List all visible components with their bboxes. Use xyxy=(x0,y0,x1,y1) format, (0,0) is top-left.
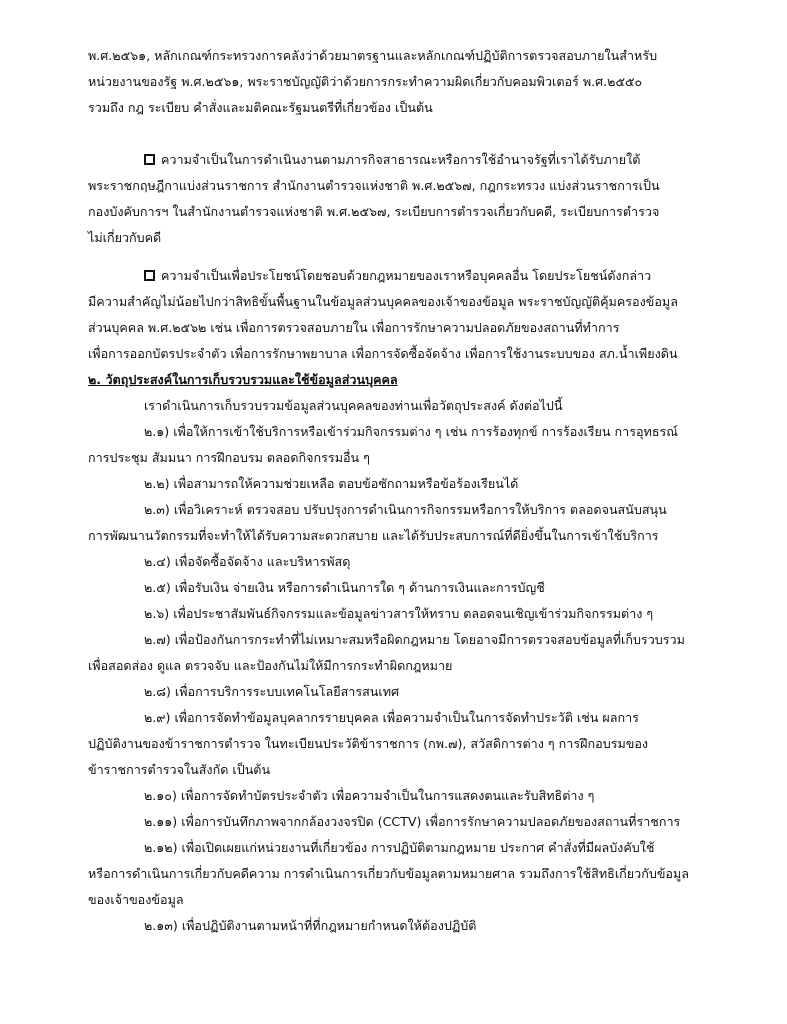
text-line: หรือการดำเนินการเกี่ยวกับคดีความ การดำเนินการเกี่ยวกับข้อมูลตามหมายศาล รวมถึงการใช้สิทธิเกี่ยวกับข้อมูล xyxy=(88,866,690,881)
list-item: ๒.๖) เพื่อประชาสัมพันธ์กิจกรรมและข้อมูลข่าวสารให้ทราบ ตลอดจนเชิญเข้าร่วมกิจกรรมต่าง ๆ xyxy=(144,606,654,621)
list-item: ๒.๘) เพื่อการบริการระบบเทคโนโลยีสารสนเทศ xyxy=(144,684,399,699)
text-line: เพื่อการออกบัตรประจำตัว เพื่อการรักษาพยาบาล เพื่อการจัดซื้อจัดจ้าง เพื่อการใช้งานระบบของ สภ.น้ำเพียงดิน xyxy=(88,346,678,361)
text-line: ข้าราชการตำรวจในสังกัด เป็นต้น xyxy=(88,762,271,777)
text-line: ปฏิบัติงานของข้าราชการตำรวจ ในทะเบียนประวัติข้าราชการ (กพ.๗), สวัสดิการต่าง ๆ การฝึกอบรมของ xyxy=(88,736,649,751)
text-line: กองบังคับการฯ ในสำนักงานตำรวจแห่งชาติ พ.ศ.๒๕๖๗, ระเบียบการตำรวจเกี่ยวกับคดี, ระเบียบการตำรวจ xyxy=(88,204,660,219)
text-line: ของเจ้าของข้อมูล xyxy=(88,892,184,907)
text-line: รวมถึง กฎ ระเบียบ คำสั่งและมติคณะรัฐมนตรีที่เกี่ยวข้อง เป็นต้น xyxy=(88,100,433,115)
list-item: ๒.๑๑) เพื่อการบันทึกภาพจากกล้องวงจรปิด (CCTV) เพื่อการรักษาความปลอดภัยของสถานที่ราชการ xyxy=(144,814,681,829)
list-item: ๒.๕) เพื่อรับเงิน จ่ายเงิน หรือการดำเนินการใด ๆ ด้านการเงินและการบัญชี xyxy=(144,580,545,595)
text-line: พระราชกฤษฎีกาแบ่งส่วนราชการ สำนักงานตำรวจแห่งชาติ พ.ศ.๒๕๖๗, กฎกระทรวง แบ่งส่วนราชการเป็น xyxy=(88,178,660,193)
list-item: ๒.๑) เพื่อให้การเข้าใช้บริการหรือเข้าร่วมกิจกรรมต่าง ๆ เช่น การร้องทุกข์ การร้องเรียน การอุทธรณ์ xyxy=(144,424,678,439)
text-line: เพื่อสอดส่อง ดูแล ตรวจจับ และป้องกันไม่ให้มีการกระทำผิดกฎหมาย xyxy=(88,658,453,673)
list-item: ๒.๓) เพื่อวิเคราะห์ ตรวจสอบ ปรับปรุงการดำเนินการกิจกรรมหรือการให้บริการ ตลอดจนสนับสนุน xyxy=(144,502,667,517)
text-line: ความจำเป็นในการดำเนินงานตามภารกิจสาธารณะหรือการใช้อำนาจรัฐที่เราได้รับภายใต้ xyxy=(161,152,641,167)
checkbox-paragraph-line xyxy=(144,266,651,292)
text-line: เราดำเนินการเก็บรวบรวมข้อมูลส่วนบุคคลของท่านเพื่อวัตถุประสงค์ ดังต่อไปนี้ xyxy=(144,398,563,413)
text-line: หน่วยงานของรัฐ พ.ศ.๒๕๖๑, พระราชบัญญัติว่าด้วยการกระทำความผิดเกี่ยวกับคอมพิวเตอร์ พ.ศ.๒๕๕๐ xyxy=(88,74,643,89)
list-item: ๒.๔) เพื่อจัดซื้อจัดจ้าง และบริหารพัสดุ xyxy=(144,554,351,569)
text-line: ความจำเป็นเพื่อประโยชน์โดยชอบด้วยกฎหมายของเราหรือบุคคลอื่น โดยประโยชน์ดังกล่าว xyxy=(161,268,652,283)
text-line: ไม่เกี่ยวกับคดี xyxy=(88,230,162,245)
text-line: การพัฒนานวัตกรรมที่จะทำให้ได้รับความสะดวกสบาย และได้รับประสบการณ์ที่ดียิ่งขึ้นในการเข้าใช้บริการ xyxy=(88,528,659,543)
list-item: ๒.๒) เพื่อสามารถให้ความช่วยเหลือ ตอบข้อซักถามหรือข้อร้องเรียนได้ xyxy=(144,476,519,491)
checkbox-icon xyxy=(144,270,155,281)
text-line: พ.ศ.๒๕๖๑, หลักเกณฑ์กระทรวงการคลังว่าด้วยมาตรฐานและหลักเกณฑ์ปฏิบัติการตรวจสอบภายในสำหรับ xyxy=(88,48,658,63)
list-item: ๒.๙) เพื่อการจัดทำข้อมูลบุคลากรรายบุคคล เพื่อความจำเป็นในการจัดทำประวัติ เช่น ผลการ xyxy=(144,710,639,725)
list-item: ๒.๑๒) เพื่อเปิดเผยแก่หน่วยงานที่เกี่ยวข้อง การปฏิบัติตามกฎหมาย ประกาศ คำสั่งที่มีผลบังคับใช้ xyxy=(144,840,655,855)
checkbox-icon xyxy=(144,154,155,165)
text-line: มีความสำคัญไม่น้อยไปกว่าสิทธิขั้นพื้นฐานในข้อมูลส่วนบุคคลของเจ้าของข้อมูล พระราชบัญญัติคุ้มครองข้อมูล xyxy=(88,294,678,309)
checkbox-paragraph-line xyxy=(144,150,640,176)
list-item: ๒.๑๐) เพื่อการจัดทำบัตรประจำตัว เพื่อความจำเป็นในการแสดงตนและรับสิทธิต่าง ๆ xyxy=(144,788,595,803)
text-line: ส่วนบุคคล พ.ศ.๒๕๖๒ เช่น เพื่อการตรวจสอบภายใน เพื่อการรักษาความปลอดภัยของสถานที่ทำการ xyxy=(88,320,620,335)
list-item: ๒.๗) เพื่อป้องกันการกระทำที่ไม่เหมาะสมหรือผิดกฎหมาย โดยอาจมีการตรวจสอบข้อมูลที่เก็บรวบรวม xyxy=(144,632,685,647)
list-item: ๒.๑๓) เพื่อปฏิบัติงานตามหน้าที่ที่กฎหมายกำหนดให้ต้องปฏิบัติ xyxy=(144,918,477,933)
section-heading: ๒. วัตถุประสงค์ในการเก็บรวบรวมและใช้ข้อมูลส่วนบุคคล xyxy=(88,372,398,387)
text-line: การประชุม สัมมนา การฝึกอบรม ตลอดกิจกรรมอื่น ๆ xyxy=(88,450,370,465)
